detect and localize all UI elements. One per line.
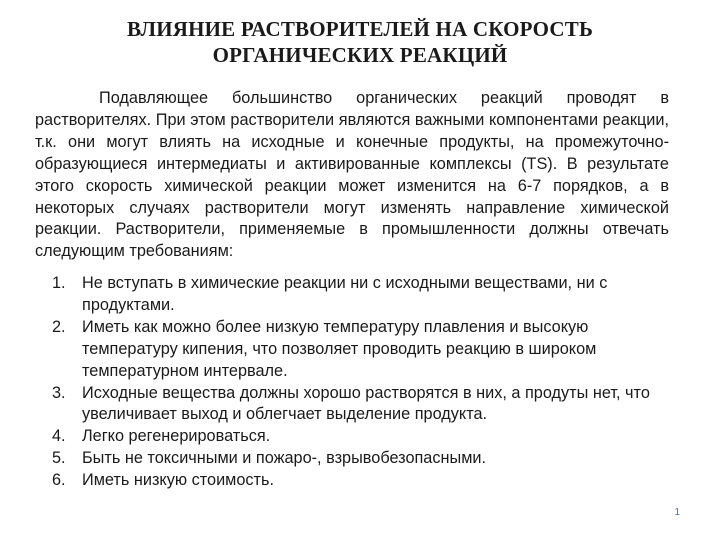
list-item	[48, 273, 672, 317]
list-item-number: 2.	[52, 317, 66, 336]
list-item-number: 4.	[52, 427, 66, 446]
list-item	[48, 317, 672, 383]
list-item-text: Исходные вещества должны хорошо растворятся в них, а продуты нет, что увеличивает выход и облегчает выделение продукта.	[82, 383, 650, 424]
list-item-number: 5.	[52, 449, 66, 468]
list-item-text: Иметь как можно более низкую температуру плавления и высокую температуру кипения, что позволяет проводить реакцию в широком температурном интервале.	[82, 317, 597, 380]
list-item-text: Иметь низкую стоимость.	[82, 471, 275, 490]
list-item	[48, 426, 672, 448]
list-item-text: Не вступать в химические реакции ни с исходными веществами, ни с продуктами.	[82, 274, 608, 314]
list-item	[48, 470, 672, 492]
intro-paragraph: Подавляющее большинство органических реакций проводят в растворителях. При этом растворители являются важными компонентами реакции, т.к. они могут влиять на исходные и конечные продукты, на промежуточно-образующиеся интермедиаты и активированные комплексы (TS). В результате этого скорость химической реакции может изменится на 6-7 порядков, а в некоторых случаях растворители могут изменять направление химической реакции. Растворители, применяемые в промышленности должны отвечать следующим требованиям:	[35, 89, 669, 261]
list-item	[48, 383, 672, 427]
list-item-text: Быть не токсичными и пожаро-, взрывобезопасными.	[82, 449, 487, 468]
slide-title	[60, 16, 660, 68]
list-item-number: 1.	[52, 274, 66, 292]
title-line-1: ВЛИЯНИЕ РАСТВОРИТЕЛЕЙ НА СКОРОСТЬ	[126, 17, 594, 41]
list-item-number: 3.	[52, 383, 66, 402]
title-line-2: ОРГАНИЧЕСКИХ РЕАКЦИЙ	[212, 43, 508, 67]
page-number: 1	[674, 507, 680, 518]
list-item-number: 6.	[52, 471, 66, 490]
list-item	[48, 448, 672, 470]
requirements-list	[48, 273, 672, 492]
list-item-text: Легко регенерироваться.	[82, 427, 271, 446]
